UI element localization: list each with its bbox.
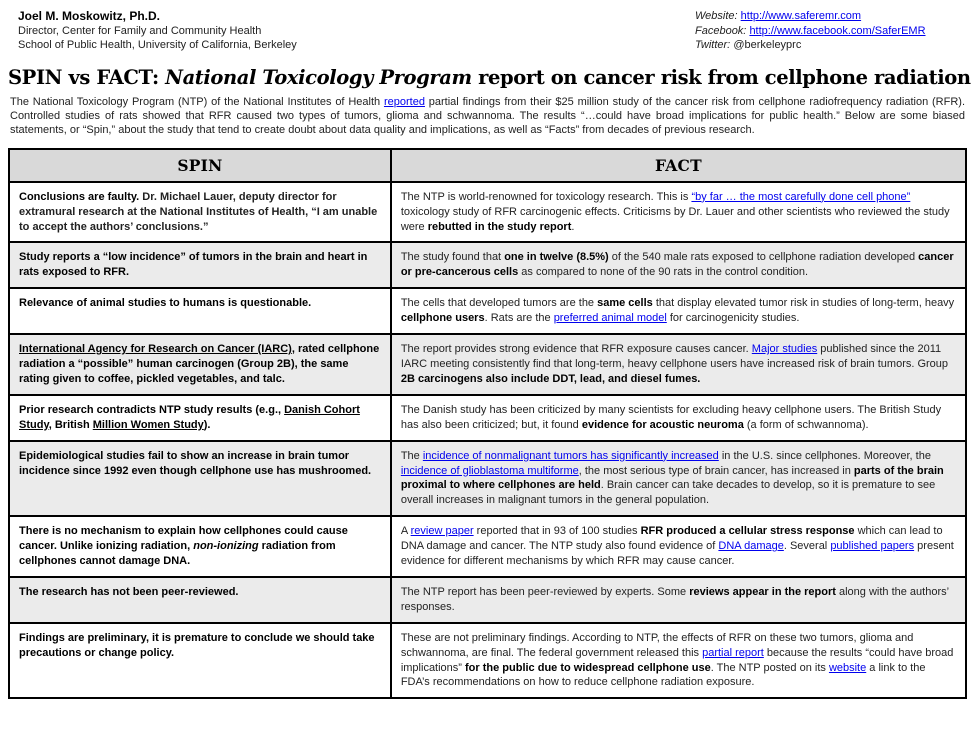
table-row — [9, 577, 966, 623]
column-header-fact: FACT — [391, 149, 966, 182]
spin-cell — [9, 516, 391, 577]
text-segment: rebutted in the study report — [427, 220, 572, 233]
text-segment: one in twelve (8.5%) — [504, 251, 609, 264]
facebook-label: Facebook: — [695, 24, 747, 37]
spin-cell — [9, 577, 391, 623]
text-segment: , rated cellphone radiation a “possible” human carcinogen (Group 2B), the same rating given to coffee, pickled vegetables, and talc. — [19, 343, 380, 385]
inline-link[interactable]: “by far … the most carefully done cell phone” — [691, 190, 911, 203]
text-segment: The research has not been peer-reviewed. — [19, 585, 239, 598]
text-segment: cellphone users — [400, 312, 485, 325]
text-segment: that display elevated tumor risk in studies of long-term, heavy — [652, 297, 955, 310]
text-segment: There is no mechanism to explain how cellphones could cause cancer. Unlike ionizing radiation, — [19, 525, 348, 553]
text-segment: reported that in 93 of 100 studies — [473, 525, 641, 538]
twitter-handle: @berkeleyprc — [733, 39, 802, 51]
fact-cell — [391, 395, 966, 441]
inline-link[interactable]: incidence of nonmalignant tumors has significantly increased — [422, 449, 719, 462]
fact-cell — [391, 623, 966, 699]
facebook-row — [695, 24, 957, 39]
text-segment: parts of the brain proximal to where cellphones are held — [400, 464, 944, 492]
text-segment: . Several — [783, 540, 831, 553]
inline-link[interactable]: website — [828, 661, 867, 674]
text-segment: because the results “could have broad implications” — [400, 646, 954, 674]
text-segment: reviews appear in the report — [689, 585, 836, 598]
title-prefix: SPIN vs FACT: — [8, 65, 166, 89]
text-segment: The — [400, 449, 423, 462]
contact-header — [8, 9, 967, 53]
text-segment: RFR produced a cellular stress response — [640, 525, 855, 538]
text-segment: for carcinogenicity studies. — [666, 312, 800, 325]
inline-link[interactable]: Million Women Study — [92, 418, 204, 431]
social-block — [695, 9, 957, 53]
twitter-label: Twitter: — [695, 39, 731, 51]
website-link[interactable]: http://www.saferemr.com — [740, 10, 862, 22]
table-row — [9, 334, 966, 395]
text-segment: The Danish study has been criticized by many scientists for excluding heavy cellphone users. The British Study has also been criticized; but, it found — [400, 403, 942, 431]
text-segment: 2B carcinogens also include DDT, lead, and diesel fumes. — [400, 372, 701, 385]
inline-link[interactable]: incidence of glioblastoma multiforme — [400, 464, 579, 477]
text-segment: toxicology study of RFR carcinogenic effects. Criticisms by Dr. Lauer and other scientists who reviewed the study were — [400, 205, 950, 233]
inline-link[interactable]: published papers — [830, 540, 915, 553]
text-segment: of the 540 male rats exposed to cellphone radiation developed — [608, 251, 919, 264]
title-suffix: report on cancer risk from cellphone radiation — [471, 65, 971, 89]
text-segment: The report provides strong evidence that RFR exposure causes cancer. — [400, 343, 752, 356]
text-segment: Dr. Michael Lauer, deputy director for extramural research at the National Institutes of Health, “I am unable to accept the authors’ conclusions.” — [19, 190, 378, 233]
text-segment: non-ionizing — [193, 540, 259, 553]
text-segment: The NTP report has been peer-reviewed by experts. Some — [400, 585, 690, 598]
text-segment: Findings are preliminary, it is premature to conclude we should take precautions or change policy. — [19, 631, 375, 659]
text-segment: The NTP is world-renowned for toxicology research. This is — [400, 190, 692, 203]
author-affiliation: School of Public Health, University of California, Berkeley — [18, 39, 297, 51]
fact-cell — [391, 182, 966, 243]
text-segment: The study found that — [400, 251, 505, 264]
text-segment: Study reports a “low incidence” of tumors in the brain and heart in rats exposed to RFR. — [19, 251, 368, 279]
column-header-spin: SPIN — [9, 149, 391, 182]
fact-cell — [391, 334, 966, 395]
inline-link[interactable]: Major studies — [751, 343, 818, 356]
spin-cell — [9, 334, 391, 395]
inline-link[interactable]: preferred animal model — [553, 312, 667, 325]
fact-cell — [391, 242, 966, 288]
text-segment: British — [51, 418, 93, 431]
facebook-link[interactable]: http://www.facebook.com/SaferEMR — [749, 24, 926, 37]
text-segment: The cells that developed tumors are the — [400, 297, 598, 310]
page-title — [8, 65, 971, 89]
inline-link[interactable]: DNA damage — [718, 540, 784, 553]
title-italic-part: National Toxicology Program — [165, 65, 472, 89]
website-label: Website: — [695, 10, 738, 22]
fact-cell — [391, 516, 966, 577]
text-segment: Relevance of animal studies to humans is questionable. — [19, 297, 312, 310]
table-row — [9, 516, 966, 577]
table-row — [9, 242, 966, 288]
text-segment: evidence for acoustic neuroma — [581, 418, 744, 431]
text-segment: radiation from cellphones cannot damage DNA. — [19, 540, 336, 568]
website-row — [695, 9, 957, 24]
text-segment: as compared to none of the 90 rats in the control condition. — [518, 266, 809, 279]
text-segment: . Rats are the — [484, 312, 554, 325]
text-segment: Epidemiological studies fail to show an increase in brain tumor incidence since 1992 even though cellphone use has mushroomed. — [19, 449, 372, 477]
table-row — [9, 623, 966, 699]
spin-cell — [9, 182, 391, 243]
text-segment: for the public due to widespread cellphone use — [465, 661, 711, 674]
text-segment: The National Toxicology Program (NTP) of the National Institutes of Health — [10, 95, 384, 108]
spin-cell — [9, 441, 391, 517]
text-segment: A — [400, 525, 411, 538]
text-segment: . Brain cancer can take decades to develop, so it is premature to see overall increases in malignant tumors in the general population. — [400, 479, 936, 507]
twitter-row — [695, 38, 957, 53]
inline-link[interactable]: partial report — [702, 646, 764, 659]
table-header-row — [9, 149, 966, 182]
spin-fact-table-body — [9, 182, 966, 699]
text-segment: (a form of schwannoma). — [743, 418, 869, 431]
author-title: Director, Center for Family and Community Health — [18, 25, 262, 37]
inline-link[interactable]: Danish Cohort Study, — [19, 403, 360, 431]
spin-cell — [9, 623, 391, 699]
inline-link[interactable]: reported — [383, 95, 425, 108]
fact-cell — [391, 441, 966, 517]
spin-cell — [9, 395, 391, 441]
fact-cell — [391, 288, 966, 334]
text-segment: published since the 2011 IARC meeting consistently find that long-term, heavy cellphone users have increased risk of brain tumors. Group — [400, 343, 949, 370]
text-segment: present evidence for different mechanisms by which RFR may cause cancer. — [400, 540, 954, 568]
text-segment: These are not preliminary findings. According to NTP, the effects of RFR on these two tumors, glioma and schwannoma, are final. The federal government released this — [400, 631, 914, 659]
table-row — [9, 288, 966, 334]
spin-cell — [9, 288, 391, 334]
text-segment: a link to the FDA’s recommendations on how to reduce cellphone radiation exposure. — [400, 661, 926, 689]
spin-fact-table — [8, 148, 967, 700]
spin-cell — [9, 242, 391, 288]
text-segment: Prior research contradicts NTP study results (e.g., — [19, 403, 285, 416]
table-row — [9, 182, 966, 243]
text-segment: , the most serious type of brain cancer, has increased in — [578, 464, 854, 477]
text-segment: . The NTP posted on its — [710, 661, 829, 674]
text-segment: Conclusions are faulty. — [19, 190, 140, 203]
text-segment: cancer or pre-cancerous cells — [400, 251, 954, 279]
text-segment: partial findings from their $25 million study of the cancer risk from cellphone radiofrequency radiation (RFR). Controlled studies of rats showed that RFR caused two types of tumors, glioma and schwannoma. The results “…could have broad implications for public health.” Below are some biased statements, or “Spin,” about the study that tend to create doubt about data quality and implications, as well as “Facts” from decades of previous research. — [10, 95, 966, 137]
fact-cell — [391, 577, 966, 623]
text-segment: ). — [203, 418, 211, 431]
author-block — [18, 9, 297, 53]
inline-link[interactable]: review paper — [410, 525, 474, 538]
table-row — [9, 395, 966, 441]
text-segment: same cells — [597, 297, 653, 310]
text-segment: in the U.S. since cellphones. Moreover, the — [718, 449, 931, 462]
text-segment: which can lead to DNA damage and cancer. The NTP study also found evidence of — [400, 525, 943, 553]
intro-paragraph — [10, 95, 965, 138]
author-name: Joel M. Moskowitz, Ph.D. — [18, 9, 161, 23]
table-row — [9, 441, 966, 517]
text-segment: along with the authors’ responses. — [400, 585, 949, 613]
text-segment: . — [571, 220, 575, 233]
inline-link[interactable]: International Agency for Research on Cancer (IARC) — [19, 343, 292, 356]
